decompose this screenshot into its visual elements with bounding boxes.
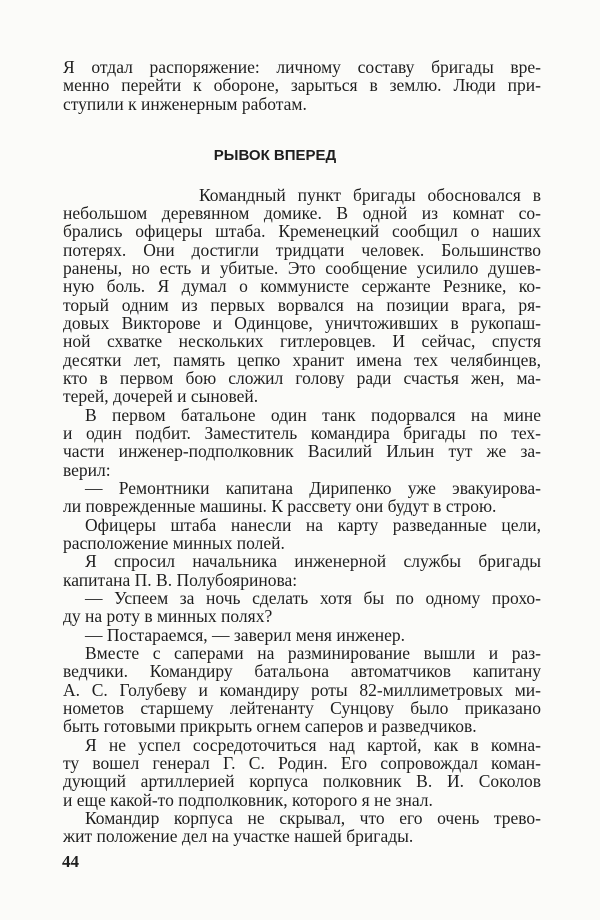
text-line: ведчики. Командиру батальона автоматчиков капитану [63, 661, 541, 682]
text-line: жит положение дел на участке нашей бригады. [63, 826, 414, 847]
text-line: верил: [63, 459, 111, 480]
text-line: ту вошел генерал Г. С. Родин. Его сопровождал коман- [63, 753, 541, 774]
text-line: Я не успел сосредоточиться над картой, как в комна- [85, 734, 541, 755]
text-line: потерях. Они достигли тридцати человек. Большинство [63, 239, 541, 260]
text-line: А. С. Голубеву и командиру роты 82-миллиметровых ми- [63, 679, 541, 700]
text-line: брались офицеры штаба. Кременецкий сообщил о наших [63, 221, 541, 242]
text-line: — Успеем за ночь сделать хотя бы по одному прохо- [85, 587, 541, 608]
text-line: расположение минных полей. [63, 532, 285, 553]
text-line: быть готовыми прикрыть огнем саперов и разведчиков. [63, 716, 477, 737]
text-line: ную боль. Я думал о коммунисте сержанте Резнике, ко- [63, 276, 541, 297]
text-line: Я спросил начальника инженерной службы бригады [85, 551, 541, 572]
page-number: 44 [62, 852, 79, 871]
text-line: В первом батальоне один танк подорвался на мине [85, 404, 541, 425]
text-line: капитана П. В. Полубояринова: [63, 569, 298, 590]
text-line: ной схватке нескольких гитлеровцев. И сейчас, спустя [63, 331, 541, 352]
text-line: Командный пункт бригады обосновался в [199, 184, 541, 205]
text-line: терей, дочерей и сыновей. [63, 386, 259, 407]
text-line: части инженер-подполковник Василий Ильин тут же за- [63, 441, 541, 462]
text-line: — Постараемся, — заверил меня инженер. [85, 624, 405, 645]
text-line: и один подбит. Заместитель командира бригады по тех- [63, 422, 541, 443]
text-line: — Ремонтники капитана Дирипенко уже эвакуирова- [85, 477, 541, 498]
text-line: и еще какой-то подполковник, которого я не знал. [63, 789, 433, 810]
section-heading [0, 147, 600, 164]
text-line: Вместе с саперами на разминирование вышли и раз- [85, 643, 541, 663]
text-line: Офицеры штаба нанесли на карту разведанные цели, [85, 514, 541, 535]
text-line: торый одним из первых ворвался на позиции врага, ря- [63, 294, 541, 315]
text-line: менно перейти к обороне, зарыться в землю. Люди при- [63, 75, 541, 96]
text-line: кто в первом бою сложил голову ради счастья жен, ма- [63, 367, 541, 388]
text-line: ступили к инженерным работам. [63, 93, 307, 114]
text-line: десятки лет, память цепко хранит имена тех челябинцев, [63, 349, 541, 370]
text-line: нометов старшему лейтенанту Сунцову было приказано [63, 698, 541, 719]
text-line: Я отдал распоряжение: личному составу бригады вре- [63, 57, 541, 77]
text-line: небольшом деревянном домике. В одной из комнат со- [63, 202, 541, 223]
text-line: ранены, но есть и убитые. Это сообщение усилило душев- [63, 257, 541, 278]
section-heading-text: РЫВОК ВПЕРЕД [213, 147, 337, 164]
text-line: Командир корпуса не скрывал, что его очень трево- [85, 808, 541, 829]
text-line: дующий артиллерией корпуса полковник В. И. Соколов [63, 771, 541, 792]
text-line: ли поврежденные машины. К рассвету они будут в строю. [63, 496, 497, 517]
text-line: ду на роту в минных полях? [63, 606, 273, 627]
text-line: довых Викторове и Одинцове, уничтоживших в рукопаш- [63, 312, 541, 333]
